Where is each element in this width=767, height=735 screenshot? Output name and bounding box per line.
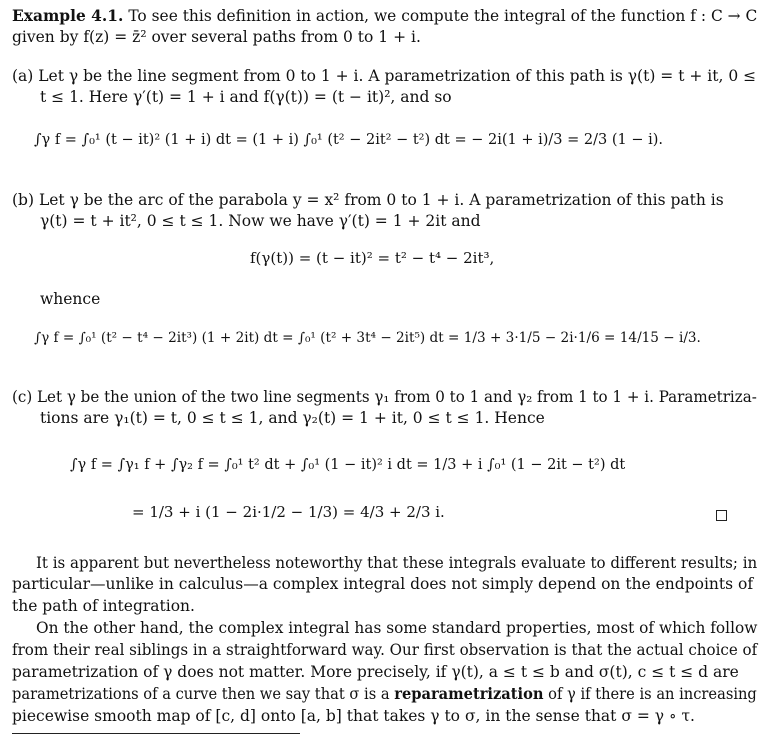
example-intro-1: To see this definition in action, we compute the integral of the function f : C → C [128,7,758,25]
para-1-line-1: It is apparent but nevertheless noteworthy that these integrals evaluate to different results; in [36,554,758,572]
part-b-equation-1: f(γ(t)) = (t − it)² = t² − t⁴ − 2it³, [250,249,495,267]
part-b-line-1: (b) Let γ be the arc of the parabola y = x² from 0 to 1 + i. A parametrization of this path is [12,191,724,209]
reparametrization-term: reparametrization [394,684,544,703]
part-c-line-1: (c) Let γ be the union of the two line segments γ₁ from 0 to 1 and γ₂ from 1 to 1 + i. Parametriza- [12,388,757,406]
part-b-line-2: γ(t) = t + it², 0 ≤ t ≤ 1. Now we have γ′(t) = 1 + 2it and [40,212,481,230]
example-label: Example 4.1. [12,6,124,25]
part-c-equation-2: = 1/3 + i (1 − 2i·1/2 − 1/3) = 4/3 + 2/3 i. [132,503,445,521]
footnote-rule [12,733,300,734]
para-2-line-5: piecewise smooth map of [c, d] onto [a, b] that takes γ to σ, in the sense that σ = γ ∘ τ. [12,707,695,725]
para-2-line-4-end: of γ if there is an increasing [543,685,757,703]
part-c-equation-1: ∫γ f = ∫γ₁ f + ∫γ₂ f = ∫₀¹ t² dt + ∫₀¹ (1 − it)² i dt = 1/3 + i ∫₀¹ (1 − 2it − t²) dt [70,457,626,473]
part-a-line-2: t ≤ 1. Here γ′(t) = 1 + i and f(γ(t)) = (t − it)², and so [40,88,452,106]
part-a-line-1: (a) Let γ be the line segment from 0 to 1 + i. A parametrization of this path is γ(t) = t + it, 0 ≤ [12,67,757,85]
para-2-line-2: from their real siblings in a straightforward way. Our first observation is that the actual choice of [12,641,758,659]
para-1-line-2: particular—unlike in calculus—a complex integral does not simply depend on the endpoints of [12,575,754,593]
example-intro-2: given by f(z) = z̄² over several paths from 0 to 1 + i. [12,28,421,46]
para-2-line-4 [12,684,757,704]
para-2-line-1: On the other hand, the complex integral has some standard properties, most of which follow [36,619,758,637]
part-b-equation-2: ∫γ f = ∫₀¹ (t² − t⁴ − 2it³) (1 + 2it) dt = ∫₀¹ (t² + 3t⁴ − 2it⁵) dt = 1/3 + 3·1/5 − 2i·1/6 = 14/15 − i/3. [34,330,701,346]
para-2-line-3: parametrization of γ does not matter. More precisely, if γ(t), a ≤ t ≤ b and σ(t), c ≤ t ≤ d are [12,663,739,681]
para-1-line-3: the path of integration. [12,597,195,615]
part-b-whence: whence [40,290,101,308]
part-a-equation: ∫γ f = ∫₀¹ (t − it)² (1 + i) dt = (1 + i) ∫₀¹ (t² − 2it² − t²) dt = − 2i(1 + i)/3 = 2/3 (1 − i). [34,132,663,148]
example-heading-line [12,6,757,26]
para-2-line-4-start: parametrizations of a curve then we say that σ is a [12,685,395,703]
part-c-line-2: tions are γ₁(t) = t, 0 ≤ t ≤ 1, and γ₂(t) = 1 + it, 0 ≤ t ≤ 1. Hence [40,409,545,427]
qed-symbol [716,510,727,521]
